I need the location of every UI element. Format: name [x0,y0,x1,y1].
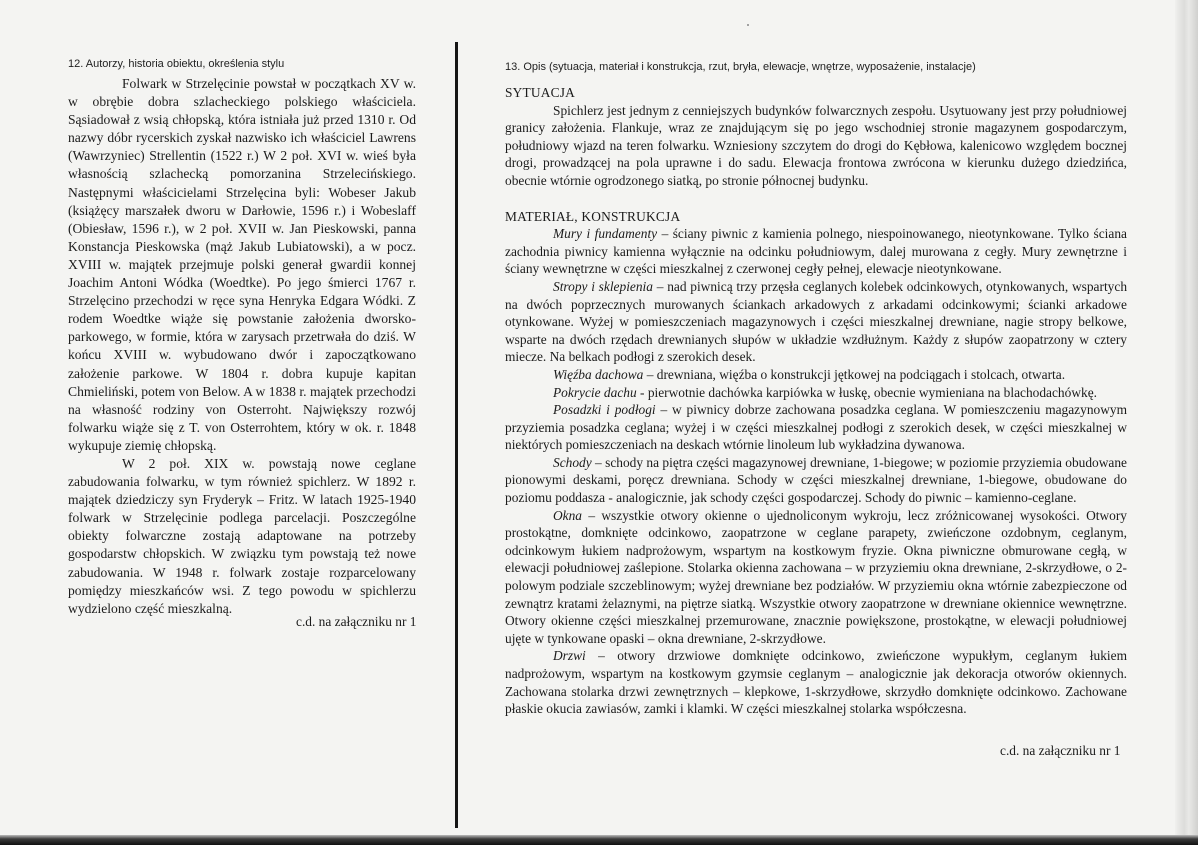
left-section-heading: 12. Autorzy, historia obiektu, określenia stylu [68,58,285,70]
situation-paragraph: Spichlerz jest jednym z cenniejszych budynków folwarcznych zespołu. Usytuowany jest przy południowej granicy założenia. Flankuje, wraz ze znajdującym się po jego wschodniej stronie magazynem gospodarczym, południowy wjazd na teren folwarku. Wzniesiony szczytem do drogi do Kębłowa, kalenicowo względem bocznej drogi, prowadzącej na pola uprawne i do sadu. Elewacja frontowa zwrócona w kierunku dużego dziedzińca, obecnie wtórnie ogrodzonego siatką, po stronie północnej budynku. [505,102,1127,188]
item-floors: Posadzki i podłogi – w piwnicy dobrze zachowana posadzka ceglana. W pomieszczeniu magazynowym przyziemia posadzka ceglana; wyżej i w części mieszkalnej podłogi z szerokich desek, w części mieszkalnej w niektórych pomieszczeniach na deskach wtórnie linoleum lub wykładzina dywanowa. [505,402,1127,453]
item-windows: Okna – wszystkie otwory okienne o ujednoliconym wykroju, lecz zróżnicowanej wysokości. Otwory prostokątne, domknięte odcinkowo, zaopatrzone w ceglane parapety, zwieńczone ozdobnym, ceglanym, odcinkowym łukiem nadprożowym, wspartym na kostkowym fryzie. Okna piwniczne obmurowane cegłą, w elewacji południowej zaślepione. Stolarka okienna zachowana – w przyziemiu okna drewniane, 2-skrzydłowe, o 2-polowym podziale szczeblinowym; wyżej drewniane bez podziałów. W przyziemiu okna wtórnie zabezpieczone od zewnątrz kratami żelaznymi, na piętrze siatką. Wszystkie otwory zaopatrzone w drewniane okiennice wewnętrzne. Otwory okienne części mieszkalnej przemurowane, znacznie powiększone, prostokątne, w elewacji południowej ujęte w tynkowane opaski – okna drewniane, 2-skrzydłowe. [505,507,1127,646]
history-text [68,75,416,618]
description-text [505,84,1127,718]
history-paragraph-2: W 2 poł. XIX w. powstają nowe ceglane zabudowania folwarku, w tym również spichlerz. W 1892 r. majątek dziedziczy syn Fryderyk – Fritz. W latach 1925-1940 folwark w Strzelęcinie podlega parcelacji. Poszczególne obiekty folwarczne zostają adaptowane na potrzeby gospodarstw chłopskich. W związku tym powstają też nowe zabudowania. W 1948 r. folwark zostaje rozparcelowany pomiędzy mieszkańców wsi. Z tego powodu w spichlerzu wydzielono część mieszkalną. [68,455,416,616]
item-roof-truss: Więźba dachowa – drewniana, więźba o konstrukcji jętkowej na podciągach i stolcach, otwarta. [553,366,1066,382]
item-ceilings-label: Stropy i sklepienia [553,278,653,294]
left-continued-note: c.d. na załączniku nr 1 [296,614,417,629]
item-walls-label: Mury i fundamenty [553,226,658,242]
paper-edge-bottom [0,835,1198,845]
history-paragraph-1: Folwark w Strzelęcinie powstał w początkach XV w. w obrębie dobra szlacheckiego polskiego właściciela. Sąsiadował z wsią chłopską, która istniała już przed 1310 r. Od nazwy dóbr rycerskich zyskał nazwisko ich właściciel Lawrens (Wawrzyniec) Strellentin (1522 r.) W 2 poł. XVI w. wieś była własnością szlachecką pomorzanina Strzelecińskiego. Następnymi właścicielami Strzelęcina byli: Wobeser Jakub (książęcy marszałek dworu w Darłowie, 1596 r.) i Wobeslaff (Obiesław, 1596 r.), w 2 poł. XVII w. Jan Pieskowski, panna Konstancja Pieskowska (mąż Jakub Lubiatowski), a w pocz. XVIII w. majątek przejmuje polski generał gwardii konnej Joachim Antoni Wódka (Woedtke). Po jego śmierci 1767 r. Strzelęcino przechodzi w ręce syna Henryka Edgara Wódki. Z rodem Woedtke wiąże się powstanie założenia dworsko-parkowego, w formie, która w zarysach przetrwała do dziś. W końcu XVIII w. wybudowano dwór i zapoczątkowano założenie parkowe. W 1804 r. dobra kupuje kapitan Chmieliński, potem von Below. A w 1838 r. majątek przechodzi na własność rodziny von Osterroht. Największy rozwój folwarku wiąże się z T. von Osterrohtem, który w ok. r. 1848 wykupuje ziemię chłopską. [68,76,416,453]
item-roof-truss-label: Więźba dachowa [553,366,644,382]
situation-title: SYTUACJA [505,85,576,100]
item-doors-label: Drzwi [553,648,586,664]
item-walls: Mury i fundamenty – ściany piwnic z kamienia polnego, niespoinowanego, nieotynkowane. Tylko ściana zachodnia piwnicy kamienna wyłącznie na odcinku południowym, dalej murowana z cegły. Mury zewnętrzne i ściany wewnętrzne w części mieszkalnej z czerwonej cegły pełnej, elewacje nieotynkowane. [505,226,1127,277]
item-stairs: Schody – schody na piętra części magazynowej drewniane, 1-biegowe; w poziomie przyziemia obudowane pionowymi deskami, poręcz drewniana. Schody w części mieszkalnej drewniane, 1-biegowe, obudowane do poziomu poddasza - analogicznie, jak schody części gospodarczej. Schody do piwnic – kamienno-ceglane. [505,454,1127,506]
item-doors: Drzwi – otwory drzwiowe domknięte odcinkowo, zwieńczone wypukłym, ceglanym łukiem nadprożowym, wspartym na kostkowym gzymsie ceglanym – analogicznie jak dekoracja otworów okiennych. Zachowana stolarka drzwi zewnętrznych – klepkowe, 1-skrzydłowe, skrzydło domknięte odcinkowo. Zachowane płaskie okucia zawiasów, zamki i klamki. W części mieszkalnej stolarka współczesna. [505,648,1127,717]
item-stairs-label: Schody [553,454,592,470]
item-roofing: Pokrycie dachu - pierwotnie dachówka karpiówka w łuskę, obecnie wymieniana na blachodachówkę. [553,384,1097,400]
paper-edge-right [1175,0,1198,840]
item-floors-label: Posadzki i podłogi [553,402,656,418]
item-ceilings: Stropy i sklepienia – nad piwnicą trzy przęsła ceglanych kolebek odcinkowych, otynkowanych, wspartych na dwóch poprzecznych murowanych ściankach arkadowych z arkadami odcinkowymi; ścianki arkadowe otynkowane. Wyżej w pomieszczeniach magazynowych i części mieszkalnej drewniane, nagie stropy belkowe, wsparte na dwóch rzędach drewnianych słupów w układzie wzdłużnym. Każdy z słupów zaopatrzony w cztery miecze. Na belkach podłogi z szerokich desek. [505,278,1128,365]
right-section-heading: 13. Opis (sytuacja, materiał i konstrukcja, rzut, bryła, elewacje, wnętrze, wyposażenie, instalacje) [505,61,976,73]
material-title: MATERIAŁ, KONSTRUKCJA [505,208,681,224]
item-roofing-label: Pokrycie dachu [553,384,637,400]
scan-speck [747,24,749,26]
column-divider [455,42,458,828]
item-windows-label: Okna [553,507,583,523]
right-continued-note: c.d. na załączniku nr 1 [1000,743,1121,758]
